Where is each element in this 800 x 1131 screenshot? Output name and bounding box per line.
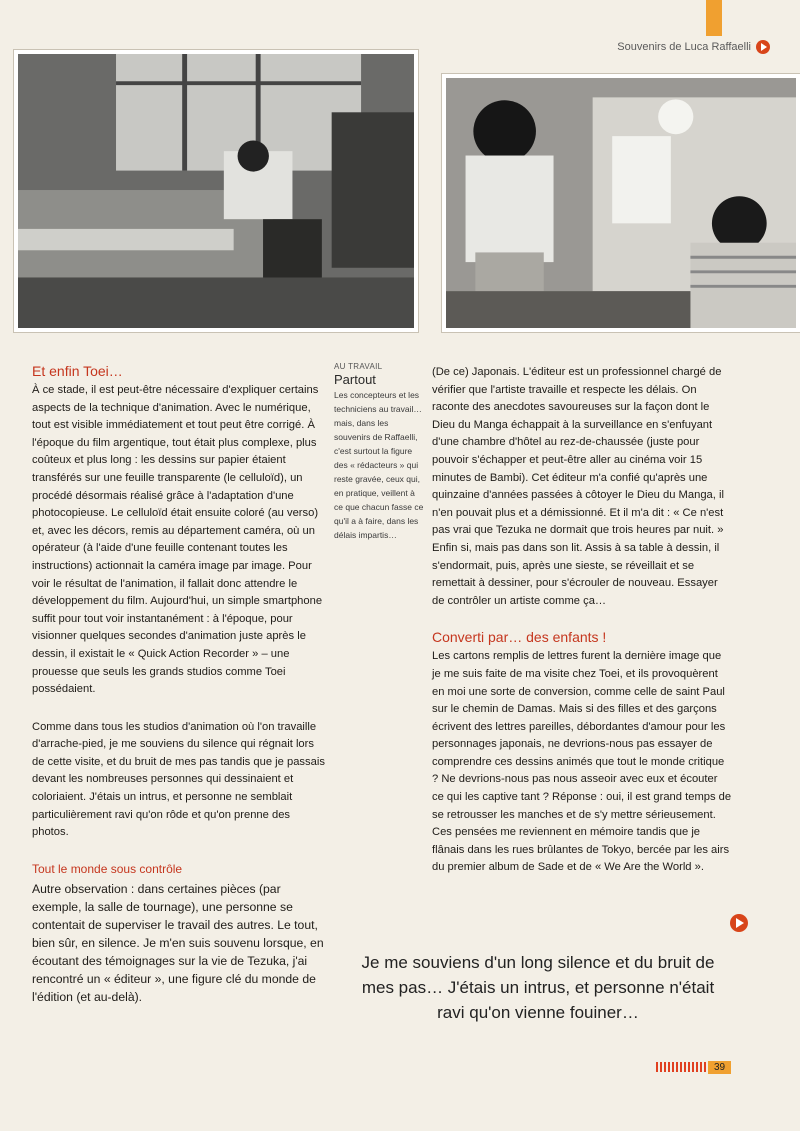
photo-caption-sidebar (334, 362, 424, 542)
caption-text: Les concepteurs et les techniciens au travail… mais, dans les souvenirs de Raffaelli, c'est surtout la figure des « rédacteurs » qui reste gravée, ceux qui, en pratique, veillent à ce que chacun fasse ce qu'il a à faire, dans les délais impartis… (334, 390, 424, 540)
article-column-1 (32, 362, 328, 1006)
top-color-tab (706, 0, 722, 36)
paragraph: Comme dans tous les studios d'animation où l'on travaille d'arrache-pied, je me souviens du silence qui régnait lors de cette visite, et du bruit de mes pas tandis que je passais devant les nombreuses personnes qui dessinaient et coloriaient. J'étais un intrus, et personne ne semblait particulièrement ravi qu'on rôde et qu'on prenne des photos. (32, 720, 325, 839)
article-column-3 (432, 362, 732, 877)
folio-stripes (656, 1062, 706, 1072)
running-header (617, 40, 770, 54)
photo-studio-office (14, 50, 418, 332)
paragraph: (De ce) Japonais. L'éditeur est un professionnel chargé de vérifier que l'artiste travaille et respecte les délais. On raconte des anecdotes savoureuses sur la façon dont le Dieu du Manga échappait à la surveillance en s'enfuyant d'une chambre d'hôtel au rez-de-chaussée (juste pour pouvoir s'échapper et peut-être aller au cinéma voir 15 minutes de Bambi). Cet éditeur m'a confié qu'après une quinzaine d'années passées à côtoyer le Dieu du Manga, il n'en pouvait plus et a démissionné. Et il m'a dit : « Ce n'est pas vrai que Tezuka ne dormait que trois heures par nuit. » Enfin si, mais pas dans son lit. Assis à sa table à dessin, il s'endormait, puis, après une sieste, se réveillait et se remettait à dessiner, pour s'écrouler de nouveau. Essayer de contrôler un artiste comme ça… (432, 366, 724, 607)
section-heading-converted: Converti par… des enfants ! (432, 629, 607, 646)
caption-kicker: AU TRAVAIL (334, 362, 383, 371)
page-folio (656, 1059, 731, 1075)
section-heading-control: Tout le monde sous contrôle (32, 861, 183, 876)
play-arrow-icon (756, 40, 770, 54)
pull-quote: Je me souviens d'un long silence et du bruit de mes pas… J'étais un intrus, et personne n'était ravi qu'on vienne fouiner… (361, 953, 715, 1022)
paragraph: À ce stade, il est peut-être nécessaire d'expliquer certains aspects de la technique d'animation. Avec le numérique, tout est visible immédiatement et tout peut être corrigé. À l'époque du film argentique, tout était plus complexe, plus coûteux et plus long : les dessins sur papier étaient transférés sur une feuille transparente (le celluloïd), un procédé désormais réalisé grâce à l'adaptation d'une photocopieuse. Le celluloïd était ensuite coloré (au verso) et, avec les décors, remis au département caméra, où un opérateur (à l'aide d'une feuille contenant toutes les instructions) actionnait la caméra image par image. Pour voir le résultat de l'animation, il fallait donc attendre le développement du film. Aujourd'hui, un simple smartphone suffit pour tout voir instantanément : à l'époque, pour visionner quelques secondes d'animation juste après le dessin, il existait le « Quick Action Recorder » – une prouesse que seuls les grands studios comme Toei possédaient. (32, 384, 323, 696)
section-heading-toei: Et enfin Toei… (32, 363, 123, 379)
photo-animators-at-work (442, 74, 800, 332)
running-title: Souvenirs de Luca Raffaelli (617, 41, 751, 53)
paragraph: Les cartons remplis de lettres furent la dernière image que je me suis faite de ma visite chez Toei, et ils provoquèrent en moi une sorte de conversion, comme celle de saint Paul sur le chemin de Damas. Mais si des filles et des garçons écrivent des lettres pareilles, débordantes d'amour pour les personnages japonais, ne devrions-nous pas essayer de comprendre ces dessins animés que tout le monde critique ? Ne devrions-nous pas nous asseoir avec eux et écouter ce qui les captive tant ? Réponse : oui, il est grand temps de se retrousser les manches et de s'y mettre sérieusement. Ces pensées me reviennent en mémoire tandis que je flânais dans les rues brûlantes de Tokyo, bercée par les airs du premier album de Sade et de « We Are the World ». (432, 650, 732, 874)
page-number: 39 (708, 1061, 731, 1074)
caption-title: Partout (334, 372, 376, 387)
continue-arrow-icon (730, 914, 748, 932)
paragraph: Autre observation : dans certaines pièces (par exemple, la salle de tournage), une personne se contentait de superviser le travail des autres. Le tout, bien sûr, en silence. Je m'en suis souvenu lorsque, en écoutant des témoignages sur la vie de Tezuka, j'ai rencontré un « éditeur », une figure clé du monde de l'édition (et au-delà). (32, 881, 324, 1004)
